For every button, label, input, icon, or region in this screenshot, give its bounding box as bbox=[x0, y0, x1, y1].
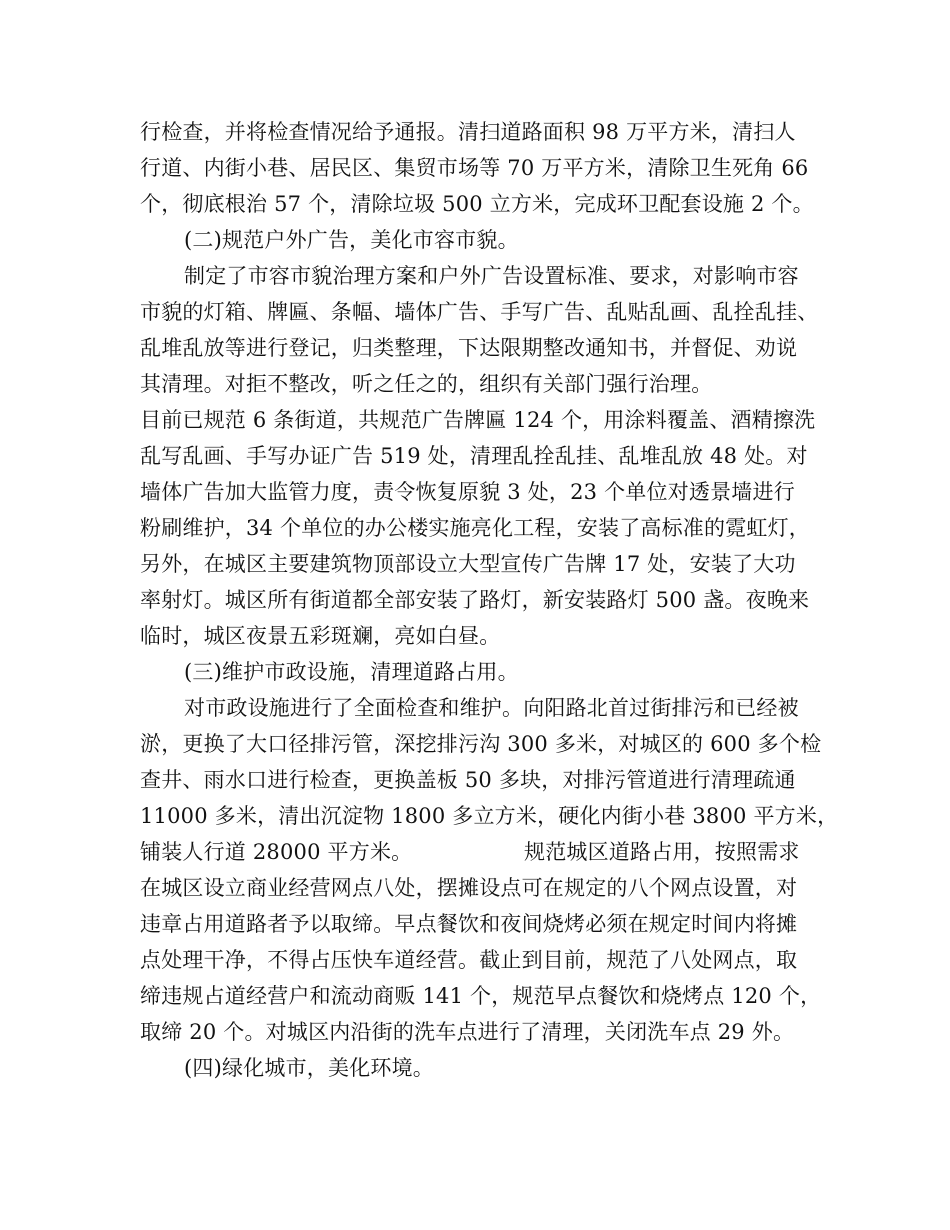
text-line: 乱堆乱放等进行登记，归类整理，下达限期整改通知书，并督促、劝说 bbox=[140, 336, 798, 360]
text-line: 行检查，并将检查情况给予通报。清扫道路面积 98 万平方米，清扫人 bbox=[140, 120, 796, 144]
text-line: 个，彻底根治 57 个，清除垃圾 500 立方米，完成环卫配套设施 2 个。 bbox=[140, 192, 814, 216]
text-line: 淤，更换了大口径排污管，深挖排污沟 300 多米，对城区的 600 多个检 bbox=[140, 732, 822, 756]
text-line: 铺装人行道 28000 平方米。 bbox=[140, 840, 413, 864]
text-line: 违章占用道路者予以取缔。早点餐饮和夜间烧烤必须在规定时间内将摊 bbox=[140, 912, 798, 936]
text-line: 规范城区道路占用，按照需求 bbox=[524, 840, 800, 864]
text-line: 行道、内街小巷、居民区、集贸市场等 70 万平方米，清除卫生死角 66 bbox=[140, 156, 809, 180]
text-line: 另外，在城区主要建筑物顶部设立大型宣传广告牌 17 处，安装了大功 bbox=[140, 552, 796, 576]
text-line: 查井、雨水口进行检查，更换盖板 50 多块，对排污管道进行清理疏通 bbox=[140, 768, 796, 792]
section-heading: (四)绿化城市，美化环境。 bbox=[184, 1056, 434, 1080]
text-line: 率射灯。城区所有街道都全部安装了路灯，新安装路灯 500 盏。夜晚来 bbox=[140, 588, 810, 612]
text-line: 制定了市容市貌治理方案和户外广告设置标准、要求，对影响市容 bbox=[184, 264, 799, 288]
text-line: 墙体广告加大监管力度，责令恢复原貌 3 处，23 个单位对透景墙进行 bbox=[140, 480, 795, 504]
text-line: 乱写乱画、手写办证广告 519 处，清理乱拴乱挂、乱堆乱放 48 处。对 bbox=[140, 444, 808, 468]
text-line: 粉刷维护，34 个单位的办公楼实施亮化工程，安装了高标准的霓虹灯， bbox=[140, 516, 810, 540]
text-line: 市貌的灯箱、牌匾、条幅、墙体广告、手写广告、乱贴乱画、乱拴乱挂、 bbox=[140, 300, 819, 324]
text-line: 缔违规占道经营户和流动商贩 141 个，规范早点餐饮和烧烤点 120 个， bbox=[140, 984, 822, 1008]
text-line: 点处理干净，不得占压快车道经营。截止到目前，规范了八处网点，取 bbox=[140, 948, 798, 972]
text-line: 11000 多米，清出沉淀物 1800 多立方米，硬化内街小巷 3800 平方米， bbox=[140, 804, 839, 828]
text-line: 对市政设施进行了全面检查和维护。向阳路北首过街排污和已经被 bbox=[184, 696, 799, 720]
text-line: 取缔 20 个。对城区内沿街的洗车点进行了清理，关闭洗车点 29 外。 bbox=[140, 1020, 795, 1044]
section-heading: (二)规范户外广告，美化市容市貌。 bbox=[184, 228, 519, 252]
text-line: 其清理。对拒不整改，听之任之的，组织有关部门强行治理。 bbox=[140, 372, 713, 396]
text-line: 目前已规范 6 条街道，共规范广告牌匾 124 个，用涂料覆盖、酒精擦洗 bbox=[140, 408, 816, 432]
section-heading: (三)维护市政设施，清理道路占用。 bbox=[184, 660, 519, 684]
text-line: 临时，城区夜景五彩斑斓，亮如白昼。 bbox=[140, 624, 501, 648]
text-line: 在城区设立商业经营网点八处，摆摊设点可在规定的八个网点设置，对 bbox=[140, 876, 798, 900]
